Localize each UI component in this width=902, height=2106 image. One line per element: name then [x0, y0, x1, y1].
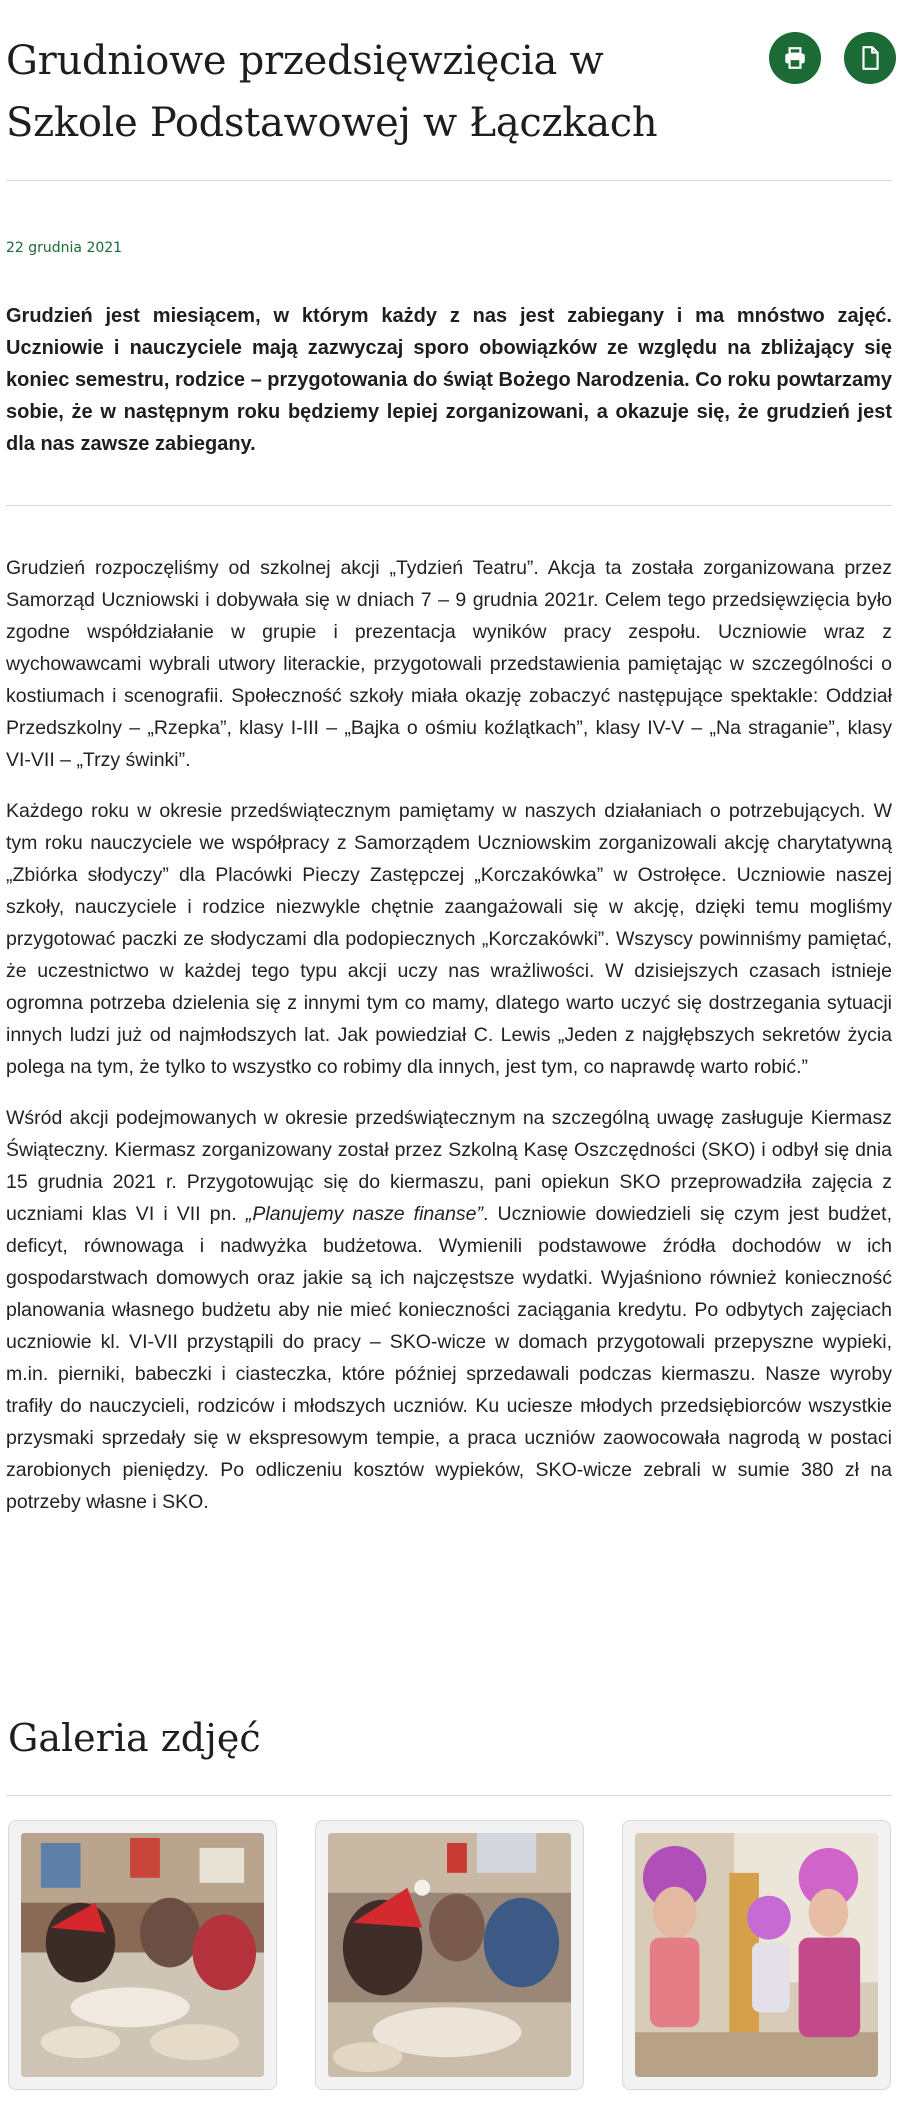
gallery-photo — [328, 1833, 571, 2077]
paragraph: Każdego roku w okresie przedświątecznym pamiętamy w naszych działaniach o potrzebujących. W tym roku nauczyciele we współpracy z Samorządem Uczniowskim zorganizowali akcję charytatywną „Zbiórka słodyczy” dla Placówki Pieczy Zastępczej „Korczakówka” w Ostrołęce. Uczniowie naszej szkoły, nauczyciele i rodzice niezwykle chętnie zaangażowali się w akcję, dzięki temu mogliśmy przygotować paczki ze słodyczami dla podopiecznych „Korczakówki”. Wszyscy powinniśmy pamiętać, że uczestnictwo w każdej tego typu akcji uczy nas wrażliwości. W dzisiejszych czasach istnieje ogromna potrzeba dzielenia się z innymi tym co mamy, dlatego warto uczyć się dostrzegania sytuacji innych ludzi już od najmłodszych lat. Jak powiedział C. Lewis „Jeden z najgłębszych sekretów życia polega na tym, że tylko to wszystko co robimy dla innych, jest tym, co naprawdę warto robić.” — [6, 800, 892, 1078]
article-lead: Grudzień jest miesiącem, w którym każdy z nas jest zabiegany i ma mnóstwo zajęć. Uczniowie i nauczyciele mają zazwyczaj sporo obowiązków ze względu na zbliżający się koniec semestru, rodzice – przygotowania do świąt Bożego Narodzenia. Co roku powtarzamy sobie, że w następnym roku będziemy lepiej zorganizowani, a okazuje się, że grudzień jest dla nas zawsze zabiegany. — [6, 305, 892, 455]
pdf-button[interactable] — [844, 32, 896, 84]
photo-image — [328, 1833, 571, 2077]
print-icon — [782, 45, 808, 71]
gallery-photo — [21, 1833, 264, 2077]
paragraph-text: Wśród akcji podejmowanych w okresie przedświątecznym na szczególną uwagę zasługuje Kiermasz Świąteczny. Kiermasz zorganizowany został przez Szkolną Kasę Oszczędności (SKO) i odbył się dnia 15 grudnia 2021 r. Przygotowując się do kiermaszu, pani opiekun SKO przeprowadziła zajęcia z uczniami klas VI i VII pn. — [6, 1107, 892, 1225]
gallery-item[interactable] — [8, 1820, 277, 2090]
photo-gallery — [8, 1820, 892, 2090]
gallery-item[interactable] — [315, 1820, 584, 2090]
paragraph — [6, 1102, 892, 1518]
article-body — [6, 552, 892, 1537]
article-header — [6, 30, 896, 154]
divider — [6, 1795, 892, 1796]
document-icon — [857, 45, 883, 71]
photo-image — [21, 1833, 264, 2077]
article-actions — [769, 32, 896, 84]
divider — [6, 505, 892, 506]
page-title: Grudniowe przedsięwzięcia w Szkole Podstawowej w Łączkach — [6, 38, 658, 146]
paragraph: Grudzień rozpoczęliśmy od szkolnej akcji „Tydzień Teatru”. Akcja ta została zorganizowana przez Samorząd Uczniowski i dobywała się w dniach 7 – 9 grudnia 2021r. Celem tego przedsięwzięcia było zgodne współdziałanie w grupie i prezentacja wyników pracy zespołu. Uczniowie wraz z wychowawcami wybrali utwory literackie, przygotowali przedstawienia pamiętając w szczególności o kostiumach i scenografii. Społeczność szkoły miała okazję zobaczyć następujące spektakle: Oddział Przedszkolny – „Rzepka”, klasy I-III – „Bajka o ośmiu koźlątkach”, klasy IV-V – „Na straganie”, klasy VI-VII – „Trzy świnki”. — [6, 557, 892, 771]
publish-date: 22 grudnia 2021 — [6, 240, 123, 256]
print-button[interactable] — [769, 32, 821, 84]
paragraph-text: . Uczniowie dowiedzieli się czym jest budżet, deficyt, równowaga i nadwyżka budżetowa. Wymienili podstawowe źródła dochodów w ich gospodarstwach domowych oraz jakie są ich najczęstsze wydatki. Wyjaśniono również konieczność planowania własnego budżetu aby nie mieć konieczności zaciągania kredytu. Po odbytych zajęciach uczniowie kl. VI-VII przystąpili do pracy – SKO-wicze w domach przygotowali przepyszne wypieki, m.in. pierniki, babeczki i ciasteczka, które później sprzedawali podczas kiermaszu. Nasze wyroby trafiły do nauczycieli, rodziców i młodszych uczniów. Ku uciesze młodych przedsiębiorców wszystkie przysmaki sprzedały się w ekspresowym tempie, a praca uczniów zaowocowała nagrodą w postaci zarobionych pieniędzy. Po odliczeniu kosztów wypieków, SKO-wicze zebrali w sumie 380 zł na potrzeby własne i SKO. — [6, 1203, 892, 1513]
photo-image — [635, 1833, 878, 2077]
emphasis-text: „Planujemy nasze finanse” — [245, 1203, 484, 1225]
gallery-item[interactable] — [622, 1820, 891, 2090]
divider — [6, 180, 892, 181]
gallery-photo — [635, 1833, 878, 2077]
gallery-title: Galeria zdjęć — [8, 1716, 261, 1760]
